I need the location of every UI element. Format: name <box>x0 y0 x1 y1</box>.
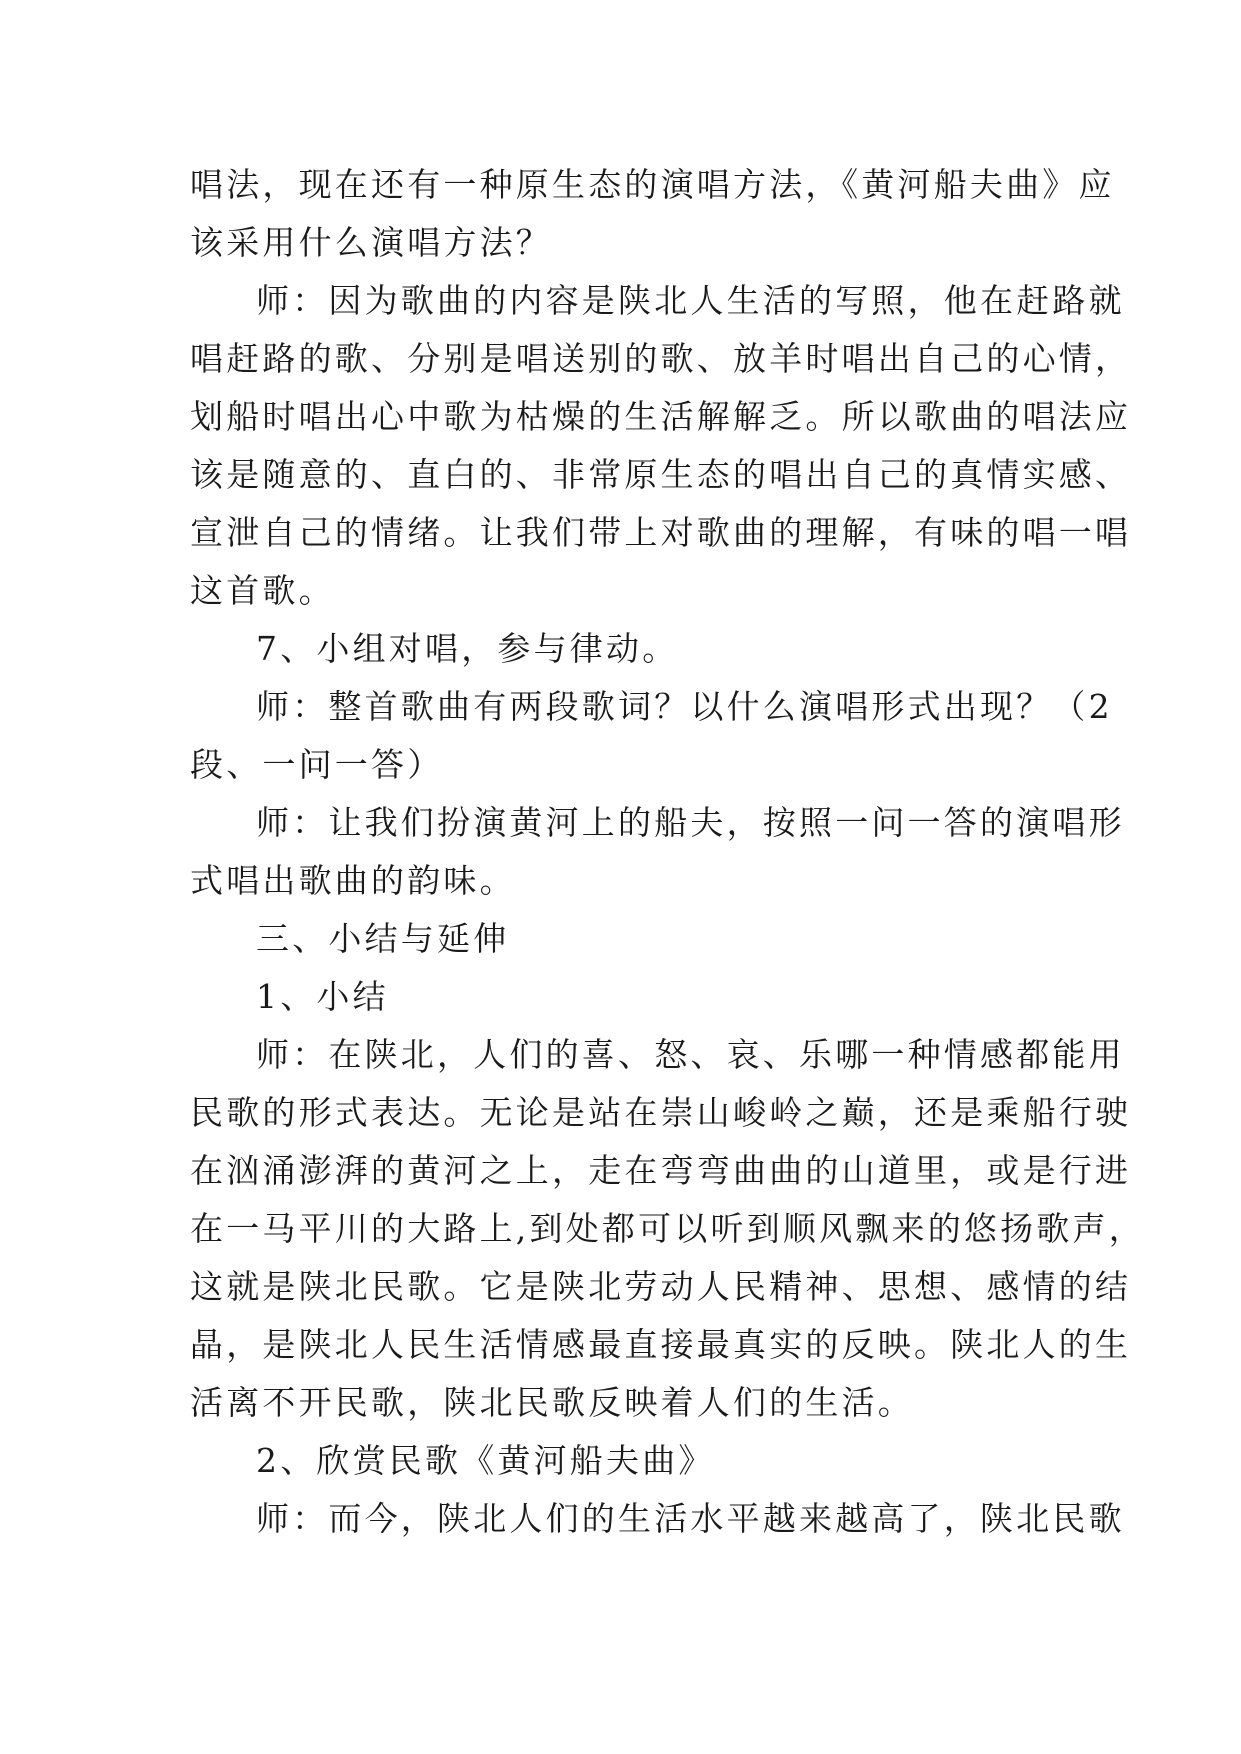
text-line: 式唱出歌曲的韵味。 <box>190 861 516 900</box>
step-heading: 7、小组对唱，参与律动。 <box>256 629 679 668</box>
text-line: 唱法，现在还有一种原生态的演唱方法，《黄河船夫曲》应 <box>190 165 1115 204</box>
paragraph-start-line: 师：在陕北，人们的喜、怒、哀、乐哪一种情感都能用 <box>256 1035 1125 1074</box>
paragraph-start-line: 师：让我们扮演黄河上的船夫，按照一问一答的演唱形 <box>256 803 1125 842</box>
text-line: 宣泄自己的情绪。让我们带上对歌曲的理解，有味的唱一唱 <box>190 513 1132 552</box>
step-heading: 1、小结 <box>256 977 389 1016</box>
text-line: 划船时唱出心中歌为枯燥的生活解解乏。所以歌曲的唱法应 <box>190 397 1132 436</box>
paragraph-start-line: 师：而今，陕北人们的生活水平越来越高了，陕北民歌 <box>256 1499 1125 1538</box>
text-line: 段、一问一答） <box>190 745 444 784</box>
text-line: 这就是陕北民歌。它是陕北劳动人民精神、思想、感情的结 <box>190 1267 1132 1306</box>
text-line: 该采用什么演唱方法？ <box>190 223 552 262</box>
text-line: 在汹涌澎湃的黄河之上，走在弯弯曲曲的山道里，或是行进 <box>190 1151 1132 1190</box>
paragraph-start-line: 师：整首歌曲有两段歌词？以什么演唱形式出现？（2 <box>256 687 1113 726</box>
step-heading: 2、欣赏民歌《黄河船夫曲》 <box>256 1441 715 1480</box>
section-heading: 三、小结与延伸 <box>256 919 510 958</box>
paragraph-start-line: 师：因为歌曲的内容是陕北人生活的写照，他在赶路就 <box>256 281 1125 320</box>
text-line: 该是随意的、直白的、非常原生态的唱出自己的真情实感、 <box>190 455 1132 494</box>
text-line: 活离不开民歌，陕北民歌反映着人们的生活。 <box>190 1383 914 1422</box>
text-line: 唱赶路的歌、分别是唱送别的歌、放羊时唱出自己的心情， <box>190 339 1132 378</box>
text-line: 晶，是陕北人民生活情感最直接最真实的反映。陕北人的生 <box>190 1325 1132 1364</box>
text-line: 民歌的形式表达。无论是站在崇山峻岭之巅，还是乘船行驶 <box>190 1093 1132 1132</box>
text-line: 在一马平川的大路上,到处都可以听到顺风飘来的悠扬歌声， <box>190 1209 1145 1248</box>
text-line: 这首歌。 <box>190 571 335 610</box>
